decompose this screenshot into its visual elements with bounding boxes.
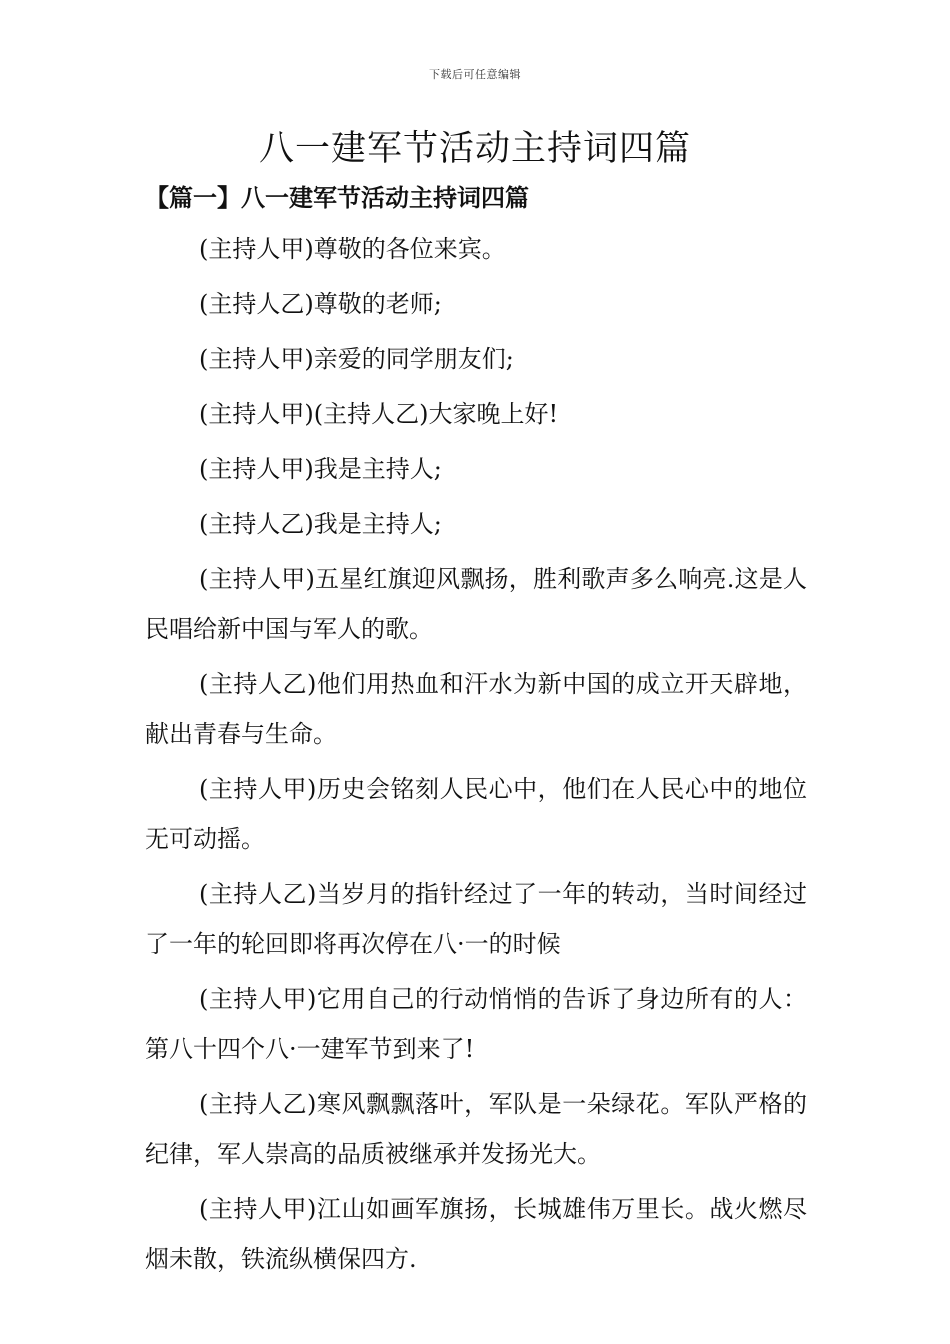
page-header-note: 下载后可任意编辑 — [429, 68, 521, 81]
paragraph: (主持人乙)他们用热血和汗水为新中国的成立开天辟地，献出青春与生命。 — [145, 670, 807, 748]
paragraph: (主持人乙)寒风飘飘落叶，军队是一朵绿花。军队严格的纪律，军人崇高的品质被继承并发扬光大。 — [145, 1090, 807, 1168]
paragraph: (主持人甲)尊敬的各位来宾。 — [199, 235, 506, 263]
section-heading: 【篇一】八一建军节活动主持词四篇 — [145, 183, 529, 212]
document-title: 八一建军节活动主持词四篇 — [258, 129, 691, 169]
paragraph: (主持人甲)江山如画军旗扬，长城雄伟万里长。战火燃尽烟未散，铁流纵横保四方. — [145, 1195, 807, 1273]
paragraph: (主持人甲)(主持人乙)大家晚上好! — [199, 400, 559, 428]
paragraph: (主持人乙)我是主持人; — [199, 510, 442, 538]
paragraph: (主持人甲)我是主持人; — [199, 455, 442, 483]
paragraph: (主持人甲)历史会铭刻人民心中，他们在人民心中的地位无可动摇。 — [145, 775, 807, 853]
paragraph: (主持人乙)尊敬的老师; — [199, 290, 442, 318]
paragraph: (主持人甲)它用自己的行动悄悄的告诉了身边所有的人：第八十四个八·一建军节到来了! — [145, 985, 807, 1063]
paragraph: (主持人乙)当岁月的指针经过了一年的转动，当时间经过了一年的轮回即将再次停在八·一的时候 — [145, 880, 807, 958]
paragraph: (主持人甲)五星红旗迎风飘扬，胜利歌声多么响亮.这是人民唱给新中国与军人的歌。 — [145, 565, 807, 643]
document-body — [145, 224, 807, 1289]
paragraph: (主持人甲)亲爱的同学朋友们; — [199, 345, 514, 373]
